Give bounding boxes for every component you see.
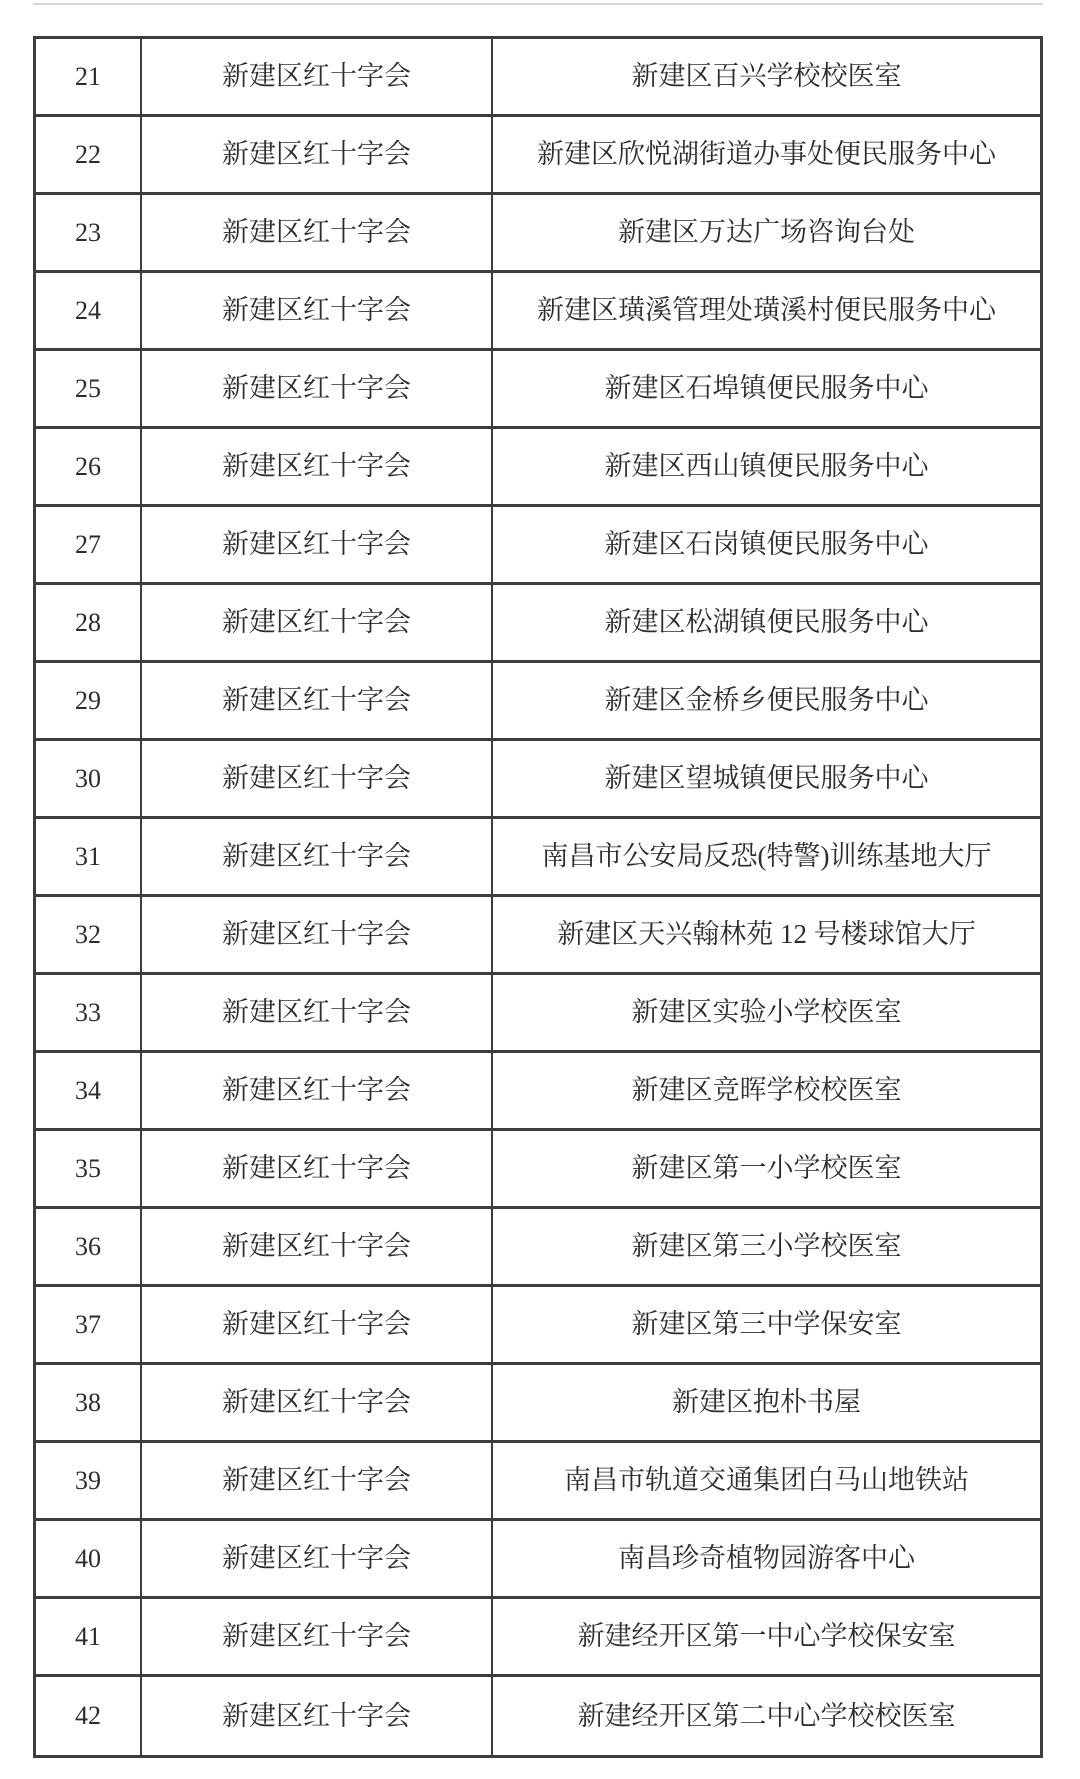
table-row (36, 1287, 1040, 1365)
table-row (36, 1443, 1040, 1521)
row-organization-cell: 新建区红十字会 (142, 975, 493, 1050)
row-organization-cell: 新建区红十字会 (142, 1677, 493, 1755)
row-organization-cell: 新建区红十字会 (142, 1209, 493, 1284)
row-organization-cell: 新建区红十字会 (142, 663, 493, 738)
row-location-cell: 新建区天兴翰林苑 12 号楼球馆大厅 (557, 919, 976, 949)
table-row (36, 975, 1040, 1053)
table-row (36, 1365, 1040, 1443)
row-location-cell: 新建区欣悦湖街道办事处便民服务中心 (537, 139, 996, 169)
row-organization-cell: 新建区红十字会 (142, 351, 493, 426)
row-number-cell: 42 (36, 1677, 142, 1755)
table-row (36, 1131, 1040, 1209)
row-number-cell: 32 (36, 897, 142, 972)
row-number-cell: 41 (36, 1599, 142, 1674)
row-location-cell: 新建经开区第一中心学校保安室 (577, 1621, 956, 1651)
row-organization-cell: 新建区红十字会 (142, 585, 493, 660)
row-number-cell: 36 (36, 1209, 142, 1284)
row-organization-cell: 新建区红十字会 (142, 1131, 493, 1206)
row-organization-cell: 新建区红十字会 (142, 1287, 493, 1362)
row-organization-cell: 新建区红十字会 (142, 195, 493, 270)
row-organization-cell: 新建区红十字会 (142, 429, 493, 504)
row-organization-cell: 新建区红十字会 (142, 117, 493, 192)
row-location-cell: 新建区松湖镇便民服务中心 (604, 607, 929, 637)
row-organization-cell: 新建区红十字会 (142, 1443, 493, 1518)
row-organization-cell: 新建区红十字会 (142, 1365, 493, 1440)
table-row (36, 195, 1040, 273)
row-location-cell: 南昌市公安局反恐(特警)训练基地大厅 (541, 841, 992, 871)
row-number-cell: 23 (36, 195, 142, 270)
row-organization-cell: 新建区红十字会 (142, 897, 493, 972)
row-number-cell: 38 (36, 1365, 142, 1440)
row-location-cell: 南昌市轨道交通集团白马山地铁站 (564, 1465, 969, 1495)
row-organization-cell: 新建区红十字会 (142, 819, 493, 894)
row-location-cell: 新建区石埠镇便民服务中心 (604, 373, 929, 403)
table-row (36, 1053, 1040, 1131)
row-location-cell: 新建区第一小学校医室 (631, 1153, 902, 1183)
row-location-cell: 新建经开区第二中心学校校医室 (577, 1700, 956, 1731)
table-row (36, 429, 1040, 507)
row-number-cell: 26 (36, 429, 142, 504)
table-row (36, 1677, 1040, 1755)
row-number-cell: 33 (36, 975, 142, 1050)
table-row (36, 897, 1040, 975)
row-number-cell: 39 (36, 1443, 142, 1518)
stations-table (33, 36, 1043, 1758)
row-number-cell: 29 (36, 663, 142, 738)
row-organization-cell: 新建区红十字会 (142, 507, 493, 582)
row-location-cell: 新建区第三中学保安室 (631, 1309, 902, 1339)
row-location-cell: 新建区万达广场咨询台处 (618, 217, 915, 247)
row-location-cell: 新建区实验小学校医室 (631, 997, 902, 1027)
row-number-cell: 37 (36, 1287, 142, 1362)
row-number-cell: 24 (36, 273, 142, 348)
table-row (36, 741, 1040, 819)
row-location-cell: 新建区抱朴书屋 (672, 1387, 861, 1417)
row-location-cell: 新建区璜溪管理处璜溪村便民服务中心 (537, 295, 996, 325)
row-number-cell: 27 (36, 507, 142, 582)
table-row (36, 117, 1040, 195)
row-organization-cell: 新建区红十字会 (142, 1521, 493, 1596)
row-organization-cell: 新建区红十字会 (142, 1053, 493, 1128)
row-number-cell: 31 (36, 819, 142, 894)
row-organization-cell: 新建区红十字会 (142, 273, 493, 348)
row-location-cell: 新建区百兴学校校医室 (631, 61, 902, 91)
row-organization-cell: 新建区红十字会 (142, 741, 493, 816)
row-location-cell: 新建区第三小学校医室 (631, 1231, 902, 1261)
row-number-cell: 28 (36, 585, 142, 660)
table-row (36, 507, 1040, 585)
table-row (36, 1599, 1040, 1677)
row-number-cell: 21 (36, 39, 142, 114)
row-location-cell: 新建区金桥乡便民服务中心 (604, 685, 929, 715)
row-number-cell: 40 (36, 1521, 142, 1596)
row-number-cell: 35 (36, 1131, 142, 1206)
row-number-cell: 25 (36, 351, 142, 426)
table-row (36, 585, 1040, 663)
table-row (36, 663, 1040, 741)
row-location-cell: 新建区西山镇便民服务中心 (604, 451, 929, 481)
table-row (36, 273, 1040, 351)
row-location-cell: 新建区石岗镇便民服务中心 (604, 529, 929, 559)
table-row (36, 39, 1040, 117)
row-location-cell: 南昌珍奇植物园游客中心 (618, 1543, 915, 1573)
row-location-cell: 新建区望城镇便民服务中心 (604, 763, 929, 793)
row-organization-cell: 新建区红十字会 (142, 39, 493, 114)
table-row (36, 1521, 1040, 1599)
table-row (36, 1209, 1040, 1287)
row-number-cell: 22 (36, 117, 142, 192)
row-organization-cell: 新建区红十字会 (142, 1599, 493, 1674)
row-number-cell: 34 (36, 1053, 142, 1128)
row-number-cell: 30 (36, 741, 142, 816)
table-row (36, 351, 1040, 429)
table-row (36, 819, 1040, 897)
row-location-cell: 新建区竞晖学校校医室 (631, 1075, 902, 1105)
previous-row-cutoff-line (33, 3, 1043, 5)
